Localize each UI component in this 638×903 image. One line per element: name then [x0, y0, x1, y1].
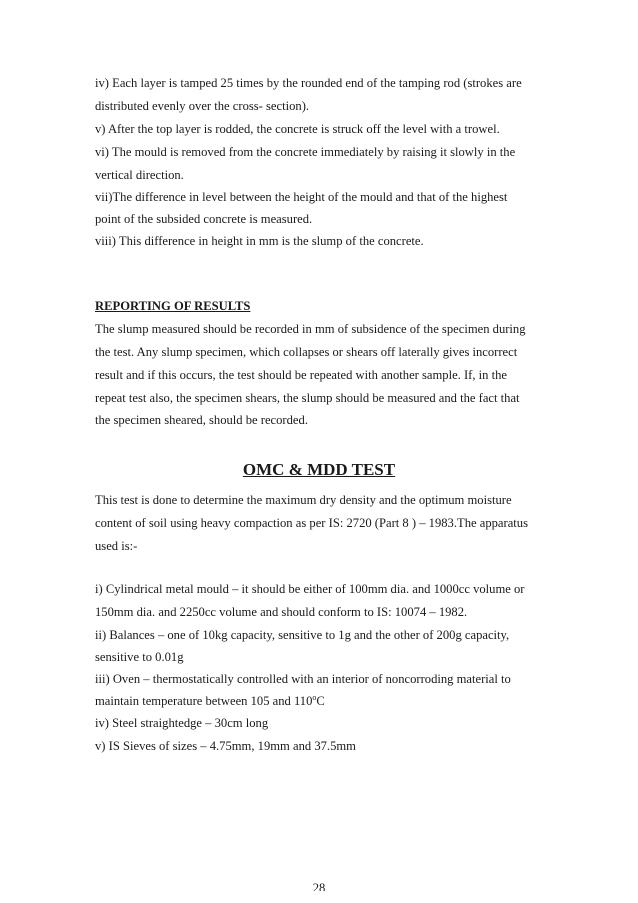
- apparatus-iii-line-2: [95, 695, 325, 708]
- page-number: 28: [312, 882, 326, 891]
- apparatus-ii-line-2: sensitive to 0.01g: [95, 650, 184, 664]
- intro-line-1: This test is done to determine the maximum dry density and the optimum moisture: [95, 493, 512, 507]
- reporting-line-4: repeat test also, the specimen shears, the slump should be measured and the fact that: [95, 391, 520, 405]
- step-iv-line-1: iv) Each layer is tamped 25 times by the rounded end of the tamping rod (strokes are: [95, 76, 522, 90]
- apparatus-ii-line-1: ii) Balances – one of 10kg capacity, sensitive to 1g and the other of 200g capacity,: [95, 628, 510, 642]
- step-v: v) After the top layer is rodded, the concrete is struck off the level with a trowel.: [95, 122, 500, 136]
- reporting-line-2: the test. Any slump specimen, which collapses or shears off laterally gives incorrect: [95, 345, 518, 359]
- degree-unit: C: [316, 694, 325, 708]
- step-vi-line-1: vi) The mould is removed from the concrete immediately by raising it slowly in the: [95, 145, 516, 159]
- reporting-line-3: result and if this occurs, the test should be repeated with another sample. If, in the: [95, 368, 507, 382]
- step-vi-line-2: vertical direction.: [95, 168, 184, 182]
- apparatus-i-line-1: i) Cylindrical metal mould – it should be either of 100mm dia. and 1000cc volume or: [95, 582, 525, 596]
- reporting-heading: REPORTING OF RESULTS: [95, 299, 251, 313]
- intro-line-2: content of soil using heavy compaction as per IS: 2720 (Part 8 ) – 1983.The apparatus: [95, 516, 528, 530]
- apparatus-iii-line-1: iii) Oven – thermostatically controlled with an interior of noncorroding material to: [95, 672, 511, 686]
- reporting-line-1: The slump measured should be recorded in mm of subsidence of the specimen during: [95, 322, 526, 336]
- step-viii: viii) This difference in height in mm is the slump of the concrete.: [95, 234, 424, 248]
- apparatus-iii-text: maintain temperature between 105 and 110: [95, 694, 313, 708]
- step-vii-line-2: point of the subsided concrete is measured.: [95, 212, 313, 226]
- degree-superscript: o: [312, 693, 317, 702]
- section-title: OMC & MDD TEST: [242, 460, 396, 479]
- apparatus-iv: iv) Steel straightedge – 30cm long: [95, 716, 269, 730]
- apparatus-v: v) IS Sieves of sizes – 4.75mm, 19mm and 37.5mm: [95, 739, 356, 753]
- apparatus-i-line-2: 150mm dia. and 2250cc volume and should conform to IS: 10074 – 1982.: [95, 605, 468, 619]
- step-vii-line-1: vii)The difference in level between the height of the mould and that of the highest: [95, 190, 508, 204]
- reporting-line-5: the specimen sheared, should be recorded.: [95, 413, 308, 427]
- step-iv-line-2: distributed evenly over the cross- section).: [95, 99, 310, 113]
- intro-line-3: used is:-: [95, 539, 138, 553]
